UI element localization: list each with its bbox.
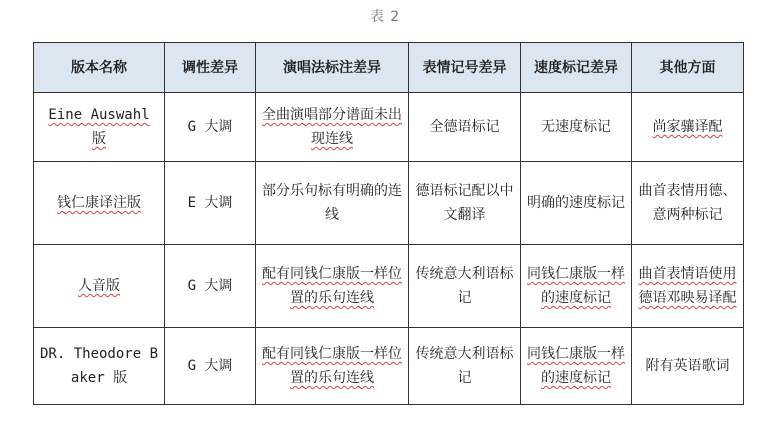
cell-tempo-mark: 同钱仁康版一样的速度标记 <box>521 328 632 405</box>
header-key-difference: 调性差异 <box>165 43 256 93</box>
cell-expression-mark: 传统意大利语标记 <box>409 245 521 328</box>
cell-tempo-mark: 无速度标记 <box>521 93 632 162</box>
cell-singing-notation: 配有同钱仁康版一样位置的乐句连线 <box>256 245 409 328</box>
cell-key: G 大调 <box>165 328 256 405</box>
table-row <box>34 328 744 405</box>
table-caption: 表 2 <box>369 9 401 25</box>
header-tempo-mark-difference: 速度标记差异 <box>521 43 632 93</box>
cell-expression-mark: 传统意大利语标记 <box>409 328 521 405</box>
header-singing-notation-difference: 演唱法标注差异 <box>256 43 409 93</box>
cell-version-name: 钱仁康译注版 <box>34 162 165 245</box>
table-row <box>34 162 744 245</box>
version-comparison-table <box>33 42 744 405</box>
cell-other: 曲首表情用德、意两种标记 <box>632 162 744 245</box>
cell-key: G 大调 <box>165 245 256 328</box>
cell-singing-notation: 配有同钱仁康版一样位置的乐句连线 <box>256 328 409 405</box>
header-other-aspects: 其他方面 <box>632 43 744 93</box>
table-header-row <box>34 43 744 93</box>
cell-other: 尚家骧译配 <box>632 93 744 162</box>
cell-version-name: Eine Auswahl 版 <box>34 93 165 162</box>
cell-version-name: 人音版 <box>34 245 165 328</box>
cell-other: 曲首表情语使用德语邓映易译配 <box>632 245 744 328</box>
header-expression-mark-difference: 表情记号差异 <box>409 43 521 93</box>
cell-key: G 大调 <box>165 93 256 162</box>
cell-version-name: DR. Theodore Baker 版 <box>34 328 165 405</box>
table-row <box>34 245 744 328</box>
cell-other: 附有英语歌词 <box>632 328 744 405</box>
cell-singing-notation: 全曲演唱部分谱面未出现连线 <box>256 93 409 162</box>
cell-tempo-mark: 明确的速度标记 <box>521 162 632 245</box>
cell-expression-mark: 德语标记配以中文翻译 <box>409 162 521 245</box>
cell-singing-notation: 部分乐句标有明确的连线 <box>256 162 409 245</box>
cell-expression-mark: 全德语标记 <box>409 93 521 162</box>
cell-tempo-mark: 同钱仁康版一样的速度标记 <box>521 245 632 328</box>
table-row <box>34 93 744 162</box>
header-version-name: 版本名称 <box>34 43 165 93</box>
cell-key: E 大调 <box>165 162 256 245</box>
